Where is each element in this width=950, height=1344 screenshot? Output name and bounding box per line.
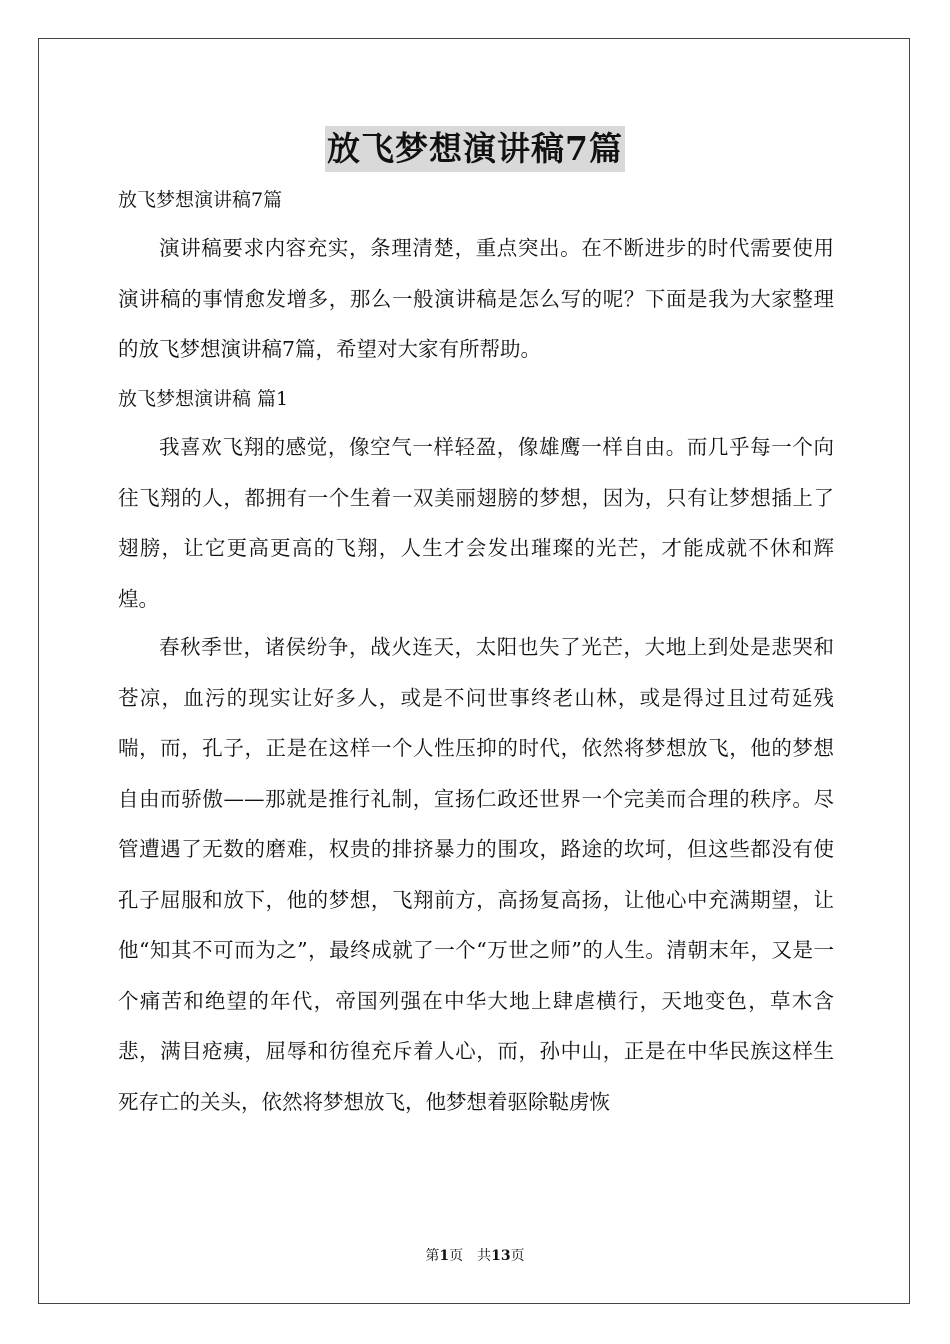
footer-suffix: 页 — [510, 1248, 525, 1264]
page-footer — [0, 1247, 950, 1265]
intro-paragraph: 演讲稿要求内容充实，条理清楚，重点突出。在不断进步的时代需要使用演讲稿的事情愈发增多，那么一般演讲稿是怎么写的呢？下面是我为大家整理的放飞梦想演讲稿7篇，希望对大家有所帮助。 — [118, 236, 834, 361]
footer-prefix: 第 — [425, 1248, 440, 1264]
footer-page-current: 1 — [439, 1248, 450, 1264]
title-container — [0, 126, 950, 172]
section-heading: 放飞梦想演讲稿 篇1 — [118, 388, 289, 410]
document-title: 放飞梦想演讲稿7篇 — [325, 126, 625, 172]
body-paragraph-2: 春秋季世，诸侯纷争，战火连天，太阳也失了光芒，大地上到处是悲哭和苍凉，血污的现实让好多人，或是不问世事终老山林，或是得过且过苟延残喘，而，孔子，正是在这样一个人性压抑的时代，依然将梦想放飞，他的梦想自由而骄傲——那就是推行礼制，宣扬仁政还世界一个完美而合理的秩序。尽管遭遇了无数的磨难，权贵的排挤暴力的围攻，路途的坎坷，但这些都没有使孔子屈服和放下，他的梦想，飞翔前方，高扬复高扬，让他心中充满期望，让他“知其不可而为之”，最终成就了一个“万世之师”的人生。清朝末年，又是一个痛苦和绝望的年代，帝国列强在中华大地上肆虐横行，天地变色，草木含悲，满目疮痍，屈辱和彷徨充斥着人心，而，孙中山，正是在中华民族这样生死存亡的关头，依然将梦想放飞，他梦想着驱除鞑虏恢 — [118, 635, 834, 1114]
document-subtitle: 放飞梦想演讲稿7篇 — [118, 189, 283, 211]
body-paragraph-1: 我喜欢飞翔的感觉，像空气一样轻盈，像雄鹰一样自由。而几乎每一个向往飞翔的人，都拥有一个生着一双美丽翅膀的梦想，因为，只有让梦想插上了翅膀，让它更高更高的飞翔，人生才会发出璀璨的光芒，才能成就不休和辉煌。 — [118, 435, 834, 611]
footer-mid: 页 共 — [449, 1248, 492, 1264]
footer-page-total: 13 — [491, 1248, 511, 1264]
